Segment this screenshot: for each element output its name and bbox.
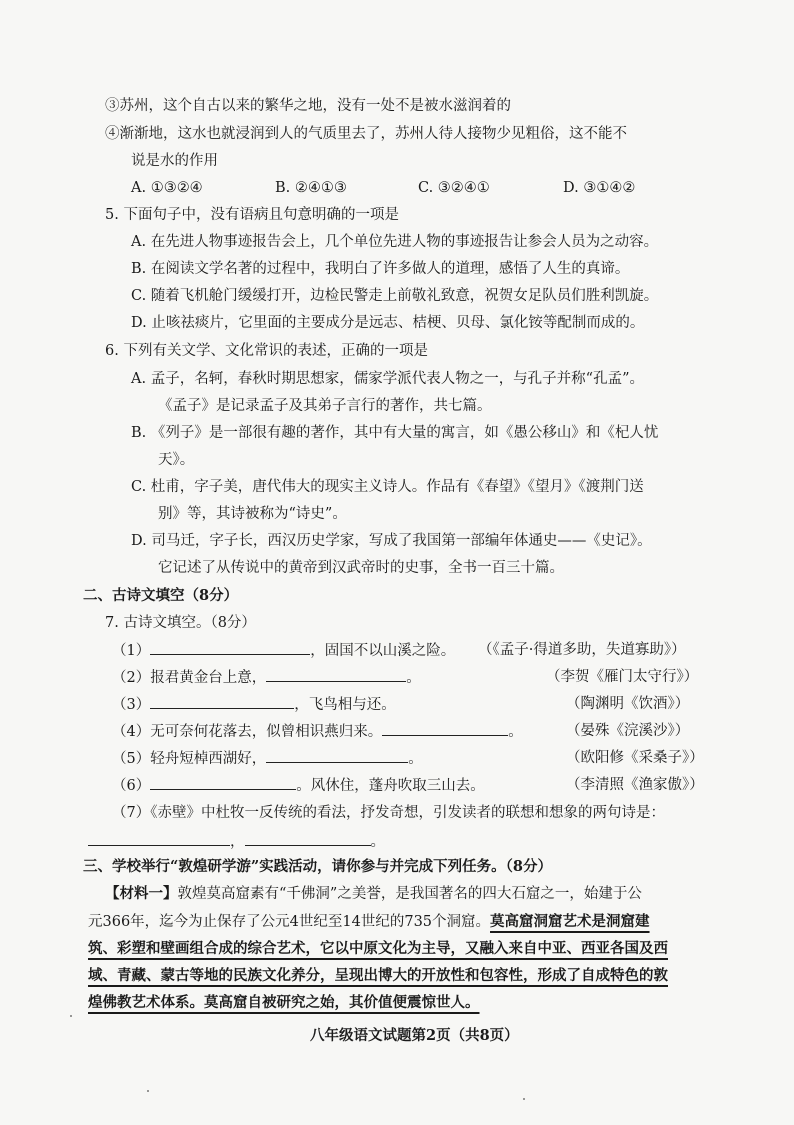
q6-option-a-line2: 《孟子》是记录孟子及其弟子言行的著作，共七篇。: [158, 398, 492, 414]
q4-option-a: A. ①③②④: [131, 180, 203, 196]
answer-blank[interactable]: [150, 775, 296, 790]
page-footer: 八年级语文试题第2页（共8页）: [310, 1027, 519, 1044]
q6-option-d-line2: 它记述了从传说中的黄帝到汉武帝时的史事，全书一百三十篇。: [158, 560, 564, 576]
q7-item-5: （5）轻舟短棹西湖好， 。: [112, 748, 423, 769]
q4-option-c: C. ③②④①: [418, 180, 490, 196]
answer-blank[interactable]: [150, 640, 310, 655]
q7-item-6: （6） 。风休住，蓬舟吹取三山去。: [112, 775, 485, 796]
material1-line3: 筑、彩塑和壁画组合成的综合艺术，它以中原文化为主导，又融入来自中亚、西亚各国及西: [88, 940, 668, 957]
q6-option-d-line1: D. 司马迁，字子长，西汉历史学家，写成了我国第一部编年体通史——《史记》。: [131, 533, 652, 549]
q6-option-c-line1: C. 杜甫，字子美，唐代伟大的现实主义诗人。作品有《春望》《望月》《渡荆门送: [131, 479, 644, 495]
q6-stem: 6. 下列有关文学、文化常识的表述，正确的一项是: [105, 343, 428, 359]
answer-blank[interactable]: [88, 831, 230, 846]
answer-blank[interactable]: [245, 831, 371, 846]
answer-blank[interactable]: [150, 694, 294, 709]
material1-label: 【材料一】: [105, 885, 178, 902]
section3-heading: 三、学校举行“敦煌研学游”实践活动，请你参与并完成下列任务。（8分）: [83, 858, 553, 875]
q6-option-b-line1: B. 《列子》是一部很有趣的著作，其中有大量的寓言，如《愚公移山》和《杞人忧: [131, 425, 659, 441]
q7-item-7: （7）《赤壁》中杜牧一反传统的看法，抒发奇想，引发读者的联想和想象的两句诗是：: [112, 805, 665, 821]
q7-source-5: （欧阳修《采桑子》）: [566, 750, 704, 766]
q7-source-4: （晏殊《浣溪沙》）: [566, 723, 690, 739]
q7-source-3: （陶渊明《饮酒》）: [566, 696, 690, 712]
material1-line2: 元366年，迄今为止保存了公元4世纪至14世纪的735个洞窟。莫高窟洞窟艺术是洞窟建: [88, 913, 650, 930]
scan-speck: [523, 1098, 525, 1100]
q7-stem: 7. 古诗文填空。（8分）: [105, 615, 256, 631]
q5-stem: 5. 下面句子中，没有语病且句意明确的一项是: [105, 207, 399, 223]
q7-source-1: （《孟子·得道多助，失道寡助》）: [478, 642, 686, 658]
scan-speck: [147, 1090, 149, 1092]
answer-blank[interactable]: [382, 721, 508, 736]
q7-item-7-answer: ， 。: [88, 831, 385, 852]
q5-option-c: C. 随着飞机舱门缓缓打开，边检民警走上前敬礼致意，祝贺女足队员们胜利凯旋。: [131, 288, 659, 304]
q7-item-2: （2）报君黄金台上意， 。: [112, 667, 421, 688]
q7-item-4: （4）无可奈何花落去，似曾相识燕归来。 。: [112, 721, 523, 742]
q5-option-b: B. 在阅读文学名著的过程中，我明白了许多做人的道理，感悟了人生的真谛。: [131, 261, 630, 277]
q7-item-3: （3） ，飞鸟相与还。: [112, 694, 396, 715]
q7-source-6: （李清照《渔家傲》）: [566, 777, 704, 793]
scan-speck: [70, 1015, 72, 1017]
q4-option-d: D. ③①④②: [563, 180, 636, 196]
q6-option-a-line1: A. 孟子，名轲，春秋时期思想家，儒家学派代表人物之一，与孔子并称“孔孟”。: [131, 371, 645, 387]
answer-blank[interactable]: [266, 748, 408, 763]
section2-heading: 二、古诗文填空（8分）: [83, 587, 239, 604]
material1-line1: 【材料一】敦煌莫高窟素有“千佛洞”之美誉，是我国著名的四大石窟之一，始建于公: [105, 885, 642, 902]
material1-line5: 煌佛教艺术体系。莫高窟自被研究之始，其价值便震惊世人。: [88, 994, 480, 1011]
q7-source-2: （李贺《雁门太守行》）: [546, 669, 699, 685]
q5-option-a: A. 在先进人物事迹报告会上，几个单位先进人物的事迹报告让参会人员为之动容。: [131, 234, 659, 250]
q4-item3: ③苏州，这个自古以来的繁华之地，没有一处不是被水滋润着的: [105, 98, 511, 114]
material1-line4: 域、青藏、蒙古等地的民族文化养分，呈现出博大的开放性和包容性，形成了自成特色的敦: [88, 967, 668, 984]
q4-option-b: B. ②④①③: [275, 180, 347, 196]
q7-item-1: （1） ，固国不以山溪之险。: [112, 640, 455, 661]
q5-option-d: D. 止咳祛痰片，它里面的主要成分是远志、桔梗、贝母、氯化铵等配制而成的。: [131, 315, 645, 331]
q6-option-c-line2: 别》等，其诗被称为“诗史”。: [158, 506, 347, 522]
q4-item4-line1: ④渐渐地，这水也就浸润到人的气质里去了，苏州人待人接物少见粗俗，这不能不: [105, 126, 627, 142]
q6-option-b-line2: 天》。: [158, 452, 195, 468]
q4-item4-line2: 说是水的作用: [131, 153, 218, 169]
answer-blank[interactable]: [266, 667, 406, 682]
